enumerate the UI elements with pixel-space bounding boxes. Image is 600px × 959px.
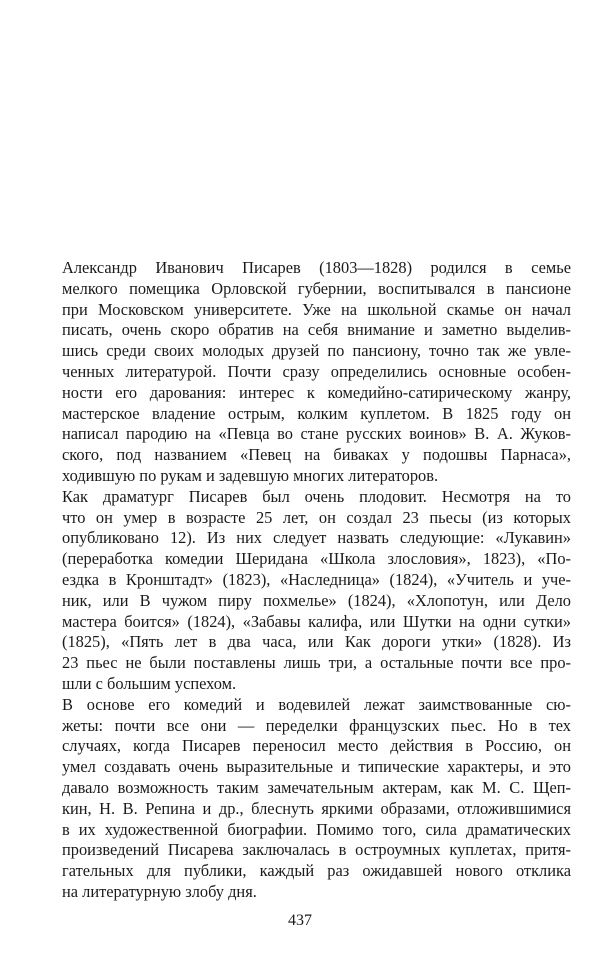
text-line: 23 пьес не были поставлены лишь три, а остальные почти все про- bbox=[62, 653, 571, 673]
text-line: мастерское владение острым, колким куплетом. В 1825 году он bbox=[62, 403, 571, 423]
text-line: ского, под названием «Певец на биваках у подошвы Парнаса», bbox=[62, 445, 571, 465]
text-line: на литературную злобу дня. bbox=[62, 881, 257, 901]
text-line: писать, очень скоро обратив на себя внимание и заметно выделив- bbox=[62, 320, 571, 340]
text-line: ности его дарования: интерес к комедийно-сатирическому жанру, bbox=[62, 382, 571, 402]
text-line: шли с большим успехом. bbox=[62, 673, 237, 693]
paragraph bbox=[62, 695, 571, 903]
text-line: (1825), «Пять лет в два часа, или Как дороги утки» (1828). Из bbox=[62, 632, 571, 652]
text-line: ездка в Кронштадт» (1823), «Наследница» (1824), «Учитель и уче- bbox=[62, 569, 571, 589]
text-line: умел создавать очень выразительные и типические характеры, и это bbox=[62, 757, 571, 777]
paragraph bbox=[62, 487, 571, 695]
text-line: мелкого помещика Орловской губернии, воспитывался в пансионе bbox=[62, 278, 571, 298]
text-line: жеты: почти все они — переделки французских пьес. Но в тех bbox=[62, 715, 571, 735]
text-line: кин, Н. В. Репина и др., блеснуть яркими образами, отложившимися bbox=[62, 798, 571, 818]
text-line: мастера боится» (1824), «Забавы калифа, или Шутки на одни сутки» bbox=[62, 611, 571, 631]
text-line: опубликовано 12). Из них следует назвать следующие: «Лукавин» bbox=[62, 528, 571, 548]
page-number: 437 bbox=[288, 912, 312, 929]
body-text bbox=[62, 258, 571, 903]
text-line: случаях, когда Писарев переносил место действия в Россию, он bbox=[62, 736, 571, 756]
text-line: произведений Писарева заключалась в остроумных куплетах, притя- bbox=[62, 840, 571, 860]
text-line: ходившую по рукам и задевшую многих литераторов. bbox=[62, 465, 439, 485]
paragraph bbox=[62, 258, 571, 487]
text-line: в их художественной биографии. Помимо того, сила драматических bbox=[62, 819, 571, 839]
text-line: Как драматург Писарев был очень плодовит. Несмотря на то bbox=[62, 486, 571, 506]
text-line: шись среди своих молодых друзей по пансиону, точно так же увле- bbox=[62, 341, 571, 361]
text-line: ник, или В чужом пиру похмелье» (1824), «Хлопотун, или Дело bbox=[62, 590, 571, 610]
text-line: при Московском университете. Уже на школьной скамье он начал bbox=[62, 299, 571, 319]
text-line: Александр Иванович Писарев (1803—1828) родился в семье bbox=[62, 258, 571, 277]
text-line: написал пародию на «Певца во стане русских воинов» В. А. Жуков- bbox=[62, 424, 571, 444]
text-line: что он умер в возрасте 25 лет, он создал 23 пьесы (из которых bbox=[62, 507, 571, 527]
text-line: гательных для публики, каждый раз ожидавшей нового отклика bbox=[62, 861, 571, 881]
text-line: давало возможность таким замечательным актерам, как М. С. Щеп- bbox=[62, 777, 571, 797]
text-line: (переработка комедии Шеридана «Школа злословия», 1823), «По- bbox=[62, 549, 571, 569]
text-line: ченных литературой. Почти сразу определились основные особен- bbox=[62, 361, 571, 381]
text-line: В основе его комедий и водевилей лежат заимствованные сю- bbox=[62, 694, 571, 714]
